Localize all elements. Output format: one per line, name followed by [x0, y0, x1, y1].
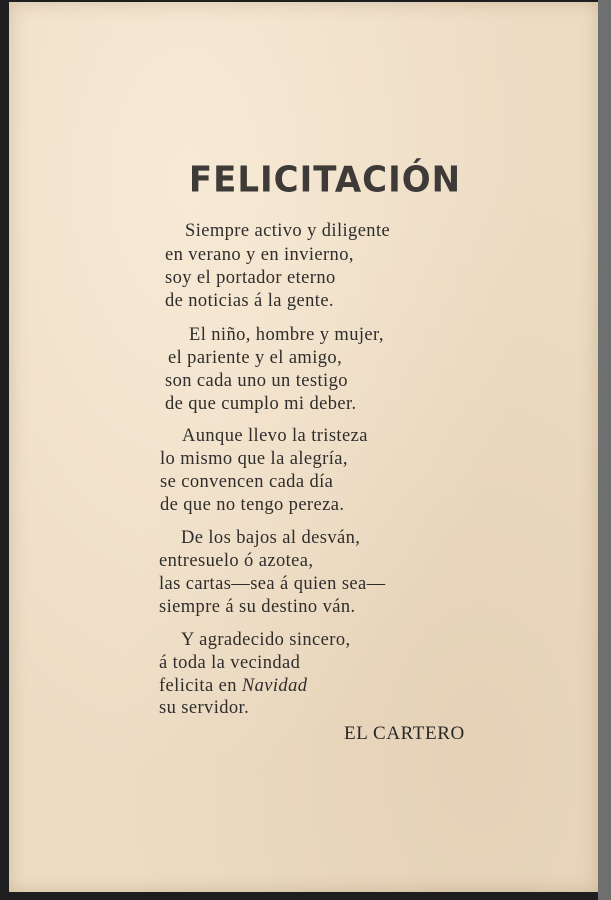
poem-line: [159, 675, 307, 697]
postcard: [9, 2, 598, 892]
scan-edge: [598, 0, 611, 900]
poem-line: en verano y en invierno,: [165, 245, 354, 265]
card-title: FELICITACIÓN: [188, 159, 462, 201]
poem-line: De los bajos al desván,: [181, 528, 361, 548]
poem-text: felicita en: [159, 676, 237, 696]
signature: EL CARTERO: [344, 723, 465, 744]
poem-line: el pariente y el amigo,: [168, 348, 343, 368]
poem-line: á toda la vecindad: [159, 653, 301, 673]
poem-line: son cada uno un testigo: [165, 371, 348, 391]
poem-line: de que cumplo mi deber.: [165, 394, 357, 414]
poem-line: El niño, hombre y mujer,: [189, 325, 384, 345]
poem-line: siempre á su destino ván.: [159, 597, 356, 617]
poem-line: su servidor.: [159, 698, 250, 718]
poem-line: se convencen cada día: [160, 472, 334, 492]
poem-line: Aunque llevo la tristeza: [182, 426, 368, 446]
poem-line: de noticias á la gente.: [165, 291, 334, 311]
poem-line: las cartas—sea á quien sea—: [159, 574, 386, 594]
poem-line: Siempre activo y diligente: [185, 221, 391, 241]
navidad-word: Navidad: [241, 676, 308, 696]
poem-line: soy el portador eterno: [165, 268, 336, 288]
poem-line: lo mismo que la alegría,: [160, 449, 348, 469]
poem-line: Y agradecido sincero,: [181, 630, 351, 650]
poem-line: de que no tengo pereza.: [160, 495, 345, 515]
poem-line: entresuelo ó azotea,: [159, 551, 314, 571]
